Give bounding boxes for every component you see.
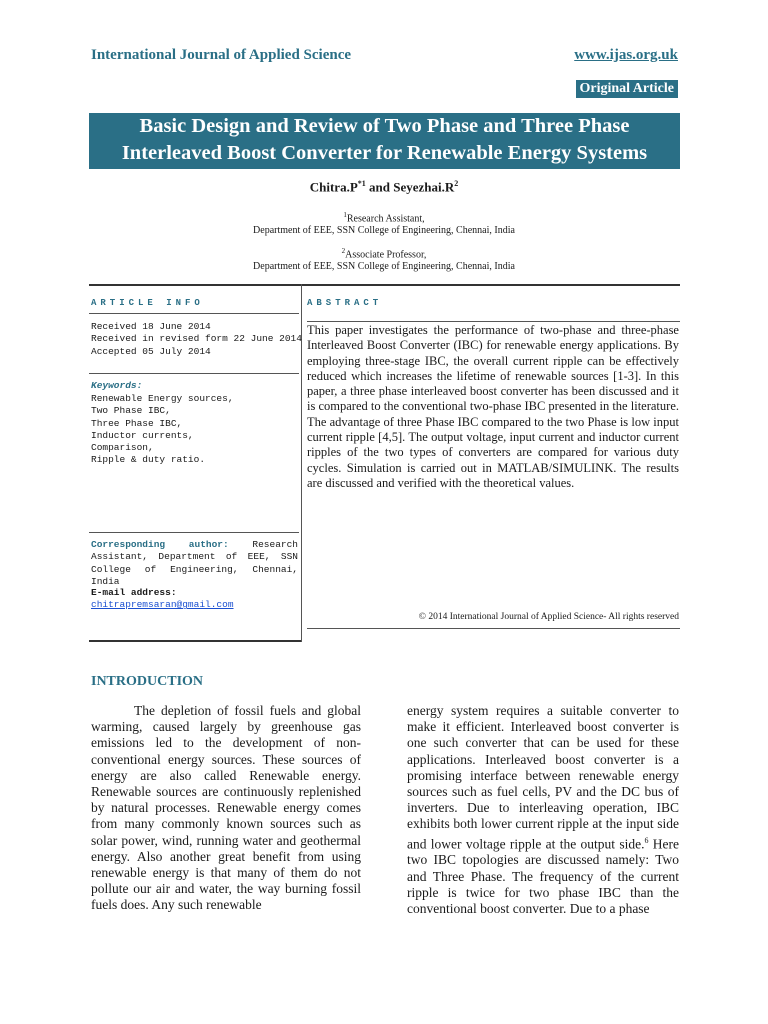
- article-dates: [91, 321, 302, 358]
- date-revised: Received in revised form 22 June 2014: [91, 333, 302, 345]
- keyword-item: Ripple & duty ratio.: [91, 454, 206, 466]
- intro-col2-part1: energy system requires a suitable converter to make it efficient. Interleaved boost converter is one such converter that can be used for these applications. Interleaved boost converter is a promising interface between renewable energy sources such as fuel cells, PV and the DC bus of inverters. Due to interleaving operation, IBC exhibits both lower current ripple at the input side and lower voltage ripple at the output side.: [407, 703, 679, 852]
- affiliation-1-sup: 1: [343, 211, 347, 219]
- date-accepted: Accepted 05 July 2014: [91, 345, 211, 357]
- info-bottom-rule: [89, 640, 301, 642]
- corresponding-label: Corresponding author:: [91, 539, 229, 550]
- abstract-text: This paper investigates the performance of two-phase and three-phase Interleaved Boost Converter (IBC) for renewable energy applications. By employing three-stage IBC, the overall current ripple can be effectively reduced which increases the lifetime of renewable sources [1-3]. In this paper, a three phase interleaved boost converter has been discussed and it is compared to the conventional two-phase IBC presented in the literature. The advantage of three Phase IBC compared to the two Phase is low input current ripple [4,5]. The output voltage, input current and inductor current ripples of the two types of converters are compared for various duty cycles. Simulation is carried out in MATLAB/SIMULINK. The results are discussed and verified with the theoretical values.: [307, 323, 679, 490]
- keyword-item: Comparison,: [91, 442, 154, 454]
- introduction-heading: INTRODUCTION: [91, 674, 204, 689]
- email-label: E-mail address:: [91, 587, 177, 598]
- affiliation-2: [0, 245, 768, 273]
- author-1-affil: *1: [357, 179, 366, 188]
- affiliation-1-role: Research Assistant,: [346, 213, 425, 225]
- title-line-1: Basic Design and Review of Two Phase and Three Phase: [139, 115, 630, 137]
- intro-column-1: The depletion of fossil fuels and global warming, caused largely by greenhouse gas emissions led to the development of non-conventional energy sources. These sources of energy are also called Renewable energy. Renewable sources are continuously replenished by natural processes. Renewable energy comes from many commonly known sources such as solar power, wind, running water and geothermal energy. Also another great benefit from using renewable energy is that many of them do not pollute our air and water, the way burning fossil fuels does. Any such renewable: [91, 703, 361, 913]
- article-type-badge: Original Article: [576, 80, 678, 98]
- date-received: Received 18 June 2014: [91, 321, 211, 332]
- author-list: [0, 179, 768, 195]
- journal-url-link[interactable]: www.ijas.org.uk: [574, 47, 678, 63]
- author-2: Seyezhai.R: [393, 179, 455, 195]
- title-line-2: Interleaved Boost Converter for Renewable Energy Systems: [121, 142, 648, 164]
- email-link[interactable]: chitrapremsaran@gmail.com: [91, 599, 234, 611]
- keyword-item: Three Phase IBC,: [91, 417, 183, 429]
- keywords-list: [91, 393, 234, 467]
- keyword-item: Two Phase IBC,: [91, 405, 171, 417]
- author-1: Chitra.P: [309, 179, 358, 195]
- abstract-bottom-rule: [307, 628, 680, 629]
- abstract-header-rule: [307, 321, 680, 322]
- journal-name: International Journal of Applied Science: [91, 47, 352, 63]
- author-conjunction: and: [365, 179, 394, 195]
- intro-column-2: [407, 703, 679, 917]
- email-block: [91, 587, 234, 612]
- affiliation-1-dept: Department of EEE, SSN College of Engineering, Chennai, India: [253, 225, 515, 237]
- intro-citation: 6: [644, 835, 649, 845]
- corresponding-author: [91, 539, 298, 588]
- intro-col2-part2: Here two IBC topologies are discussed namely: Two and Three Phase. The frequency of the current ripple is twice for two phase IBC than the conventional boost converter. Due to a phase: [407, 836, 680, 916]
- top-rule: [89, 284, 680, 286]
- keywords-label: Keywords:: [91, 380, 143, 391]
- keywords-rule: [89, 532, 299, 533]
- copyright-notice: © 2014 International Journal of Applied Science- All rights reserved: [418, 612, 679, 622]
- affiliation-2-sup: 2: [341, 247, 346, 255]
- keyword-item: Inductor currents,: [91, 429, 194, 441]
- info-header-rule: [89, 313, 299, 314]
- corresponding-text: Research Assistant, Department of EEE, SSN College of Engineering, Chennai, India: [91, 539, 298, 587]
- affiliation-2-dept: Department of EEE, SSN College of Engineering, Chennai, India: [253, 261, 515, 273]
- author-2-affil: 2: [454, 179, 459, 188]
- paper-title: [89, 113, 680, 169]
- affiliation-1: [0, 209, 768, 237]
- article-info-label: ARTICLE INFO: [91, 298, 204, 308]
- dates-rule: [89, 373, 299, 374]
- abstract-label: ABSTRACT: [307, 298, 383, 308]
- keyword-item: Renewable Energy sources,: [91, 393, 234, 404]
- affiliation-2-role: Associate Professor,: [345, 249, 427, 261]
